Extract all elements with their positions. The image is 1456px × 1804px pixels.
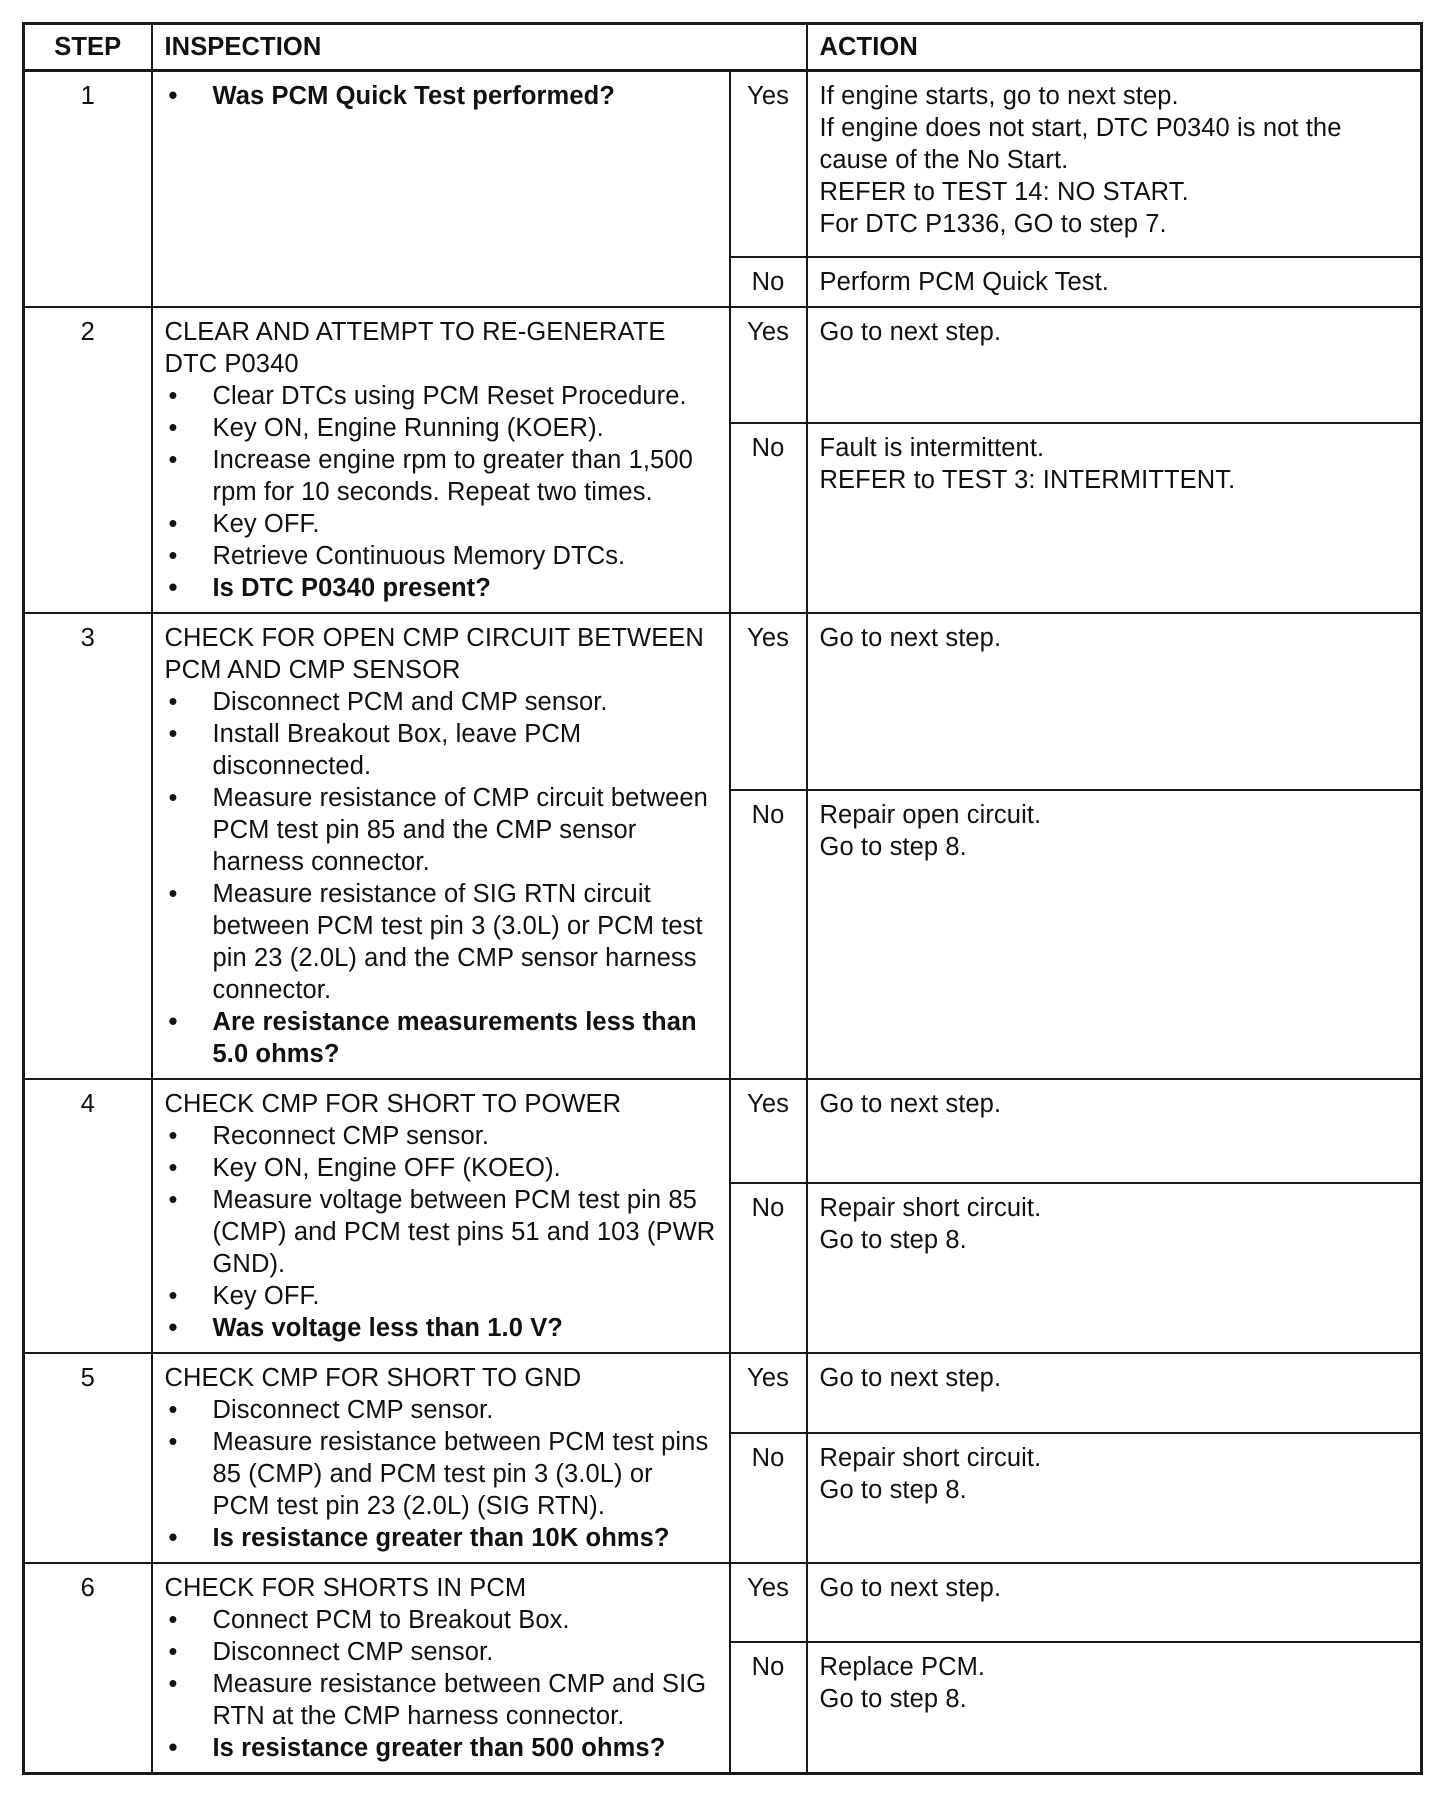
inspection-list — [165, 1120, 717, 1344]
inspection-cell — [152, 1353, 730, 1563]
inspection-item — [165, 686, 717, 718]
yes-label: Yes — [730, 613, 807, 790]
action-line: If engine does not start, DTC P0340 is not the cause of the No Start. — [819, 114, 1342, 174]
inspection-item-text: Measure resistance between PCM test pins 85 (CMP) and PCM test pin 3 (3.0L) or PCM test pin 23 (2.0L) (SIG RTN). — [212, 1428, 709, 1520]
bullet-icon: • — [168, 1282, 178, 1310]
yes-label: Yes — [730, 1353, 807, 1433]
bullet-icon: • — [168, 720, 178, 748]
inspection-question — [165, 1312, 717, 1344]
inspection-item-text: Measure resistance of CMP circuit between PCM test pin 85 and the CMP sensor harness connector. — [212, 784, 708, 876]
action-line: Go to step 8. — [819, 1685, 967, 1714]
bullet-icon: • — [168, 1670, 178, 1698]
inspection-question — [165, 1522, 717, 1554]
step-row — [24, 1079, 1422, 1183]
bullet-icon: • — [168, 1734, 178, 1762]
step-row — [24, 1563, 1422, 1642]
inspection-cell — [152, 71, 730, 308]
inspection-item-text: Key OFF. — [212, 510, 320, 538]
action-line: Fault is intermittent. — [819, 433, 1045, 462]
inspection-item-text: Is resistance greater than 500 ohms? — [212, 1734, 666, 1762]
yes-action — [807, 71, 1422, 258]
inspection-item-text: Connect PCM to Breakout Box. — [212, 1606, 570, 1634]
bullet-icon: • — [168, 1186, 178, 1214]
bullet-icon: • — [168, 1428, 178, 1456]
no-label: No — [730, 1183, 807, 1353]
inspection-item — [165, 1426, 717, 1522]
inspection-item-text: Key ON, Engine Running (KOER). — [212, 414, 604, 442]
inspection-question — [165, 572, 717, 604]
table-body — [24, 71, 1422, 1774]
action-line: REFER to TEST 3: INTERMITTENT. — [819, 465, 1236, 494]
action-line: Go to next step. — [819, 318, 1002, 346]
bullet-icon: • — [168, 1314, 178, 1342]
no-action — [807, 257, 1422, 307]
inspection-item-text: Measure resistance between CMP and SIG RTN at the CMP harness connector. — [212, 1670, 707, 1730]
yes-label: Yes — [730, 307, 807, 423]
inspection-item — [165, 1120, 717, 1152]
inspection-cell — [152, 613, 730, 1079]
inspection-item-text: Key ON, Engine OFF (KOEO). — [212, 1154, 561, 1182]
inspection-title: CHECK CMP FOR SHORT TO POWER — [164, 1090, 622, 1118]
inspection-item-text: Is resistance greater than 10K ohms? — [212, 1524, 670, 1552]
action-line: REFER to TEST 14: NO START. — [819, 178, 1189, 206]
bullet-icon: • — [168, 1154, 178, 1182]
action-line: Repair short circuit. — [819, 1193, 1042, 1222]
inspection-item — [165, 540, 717, 572]
action-line: Replace PCM. — [819, 1653, 986, 1682]
no-action — [807, 1433, 1422, 1563]
bullet-icon: • — [168, 414, 178, 442]
inspection-item-text: Retrieve Continuous Memory DTCs. — [212, 542, 626, 570]
inspection-item-text: Is DTC P0340 present? — [212, 574, 491, 602]
inspection-title: CHECK CMP FOR SHORT TO GND — [164, 1364, 582, 1392]
action-column-header: ACTION — [807, 24, 1422, 71]
action-line: For DTC P1336, GO to step 7. — [819, 210, 1167, 238]
no-action — [807, 790, 1422, 1080]
inspection-item-text: Disconnect CMP sensor. — [212, 1638, 494, 1666]
action-line: Go to next step. — [819, 624, 1002, 652]
inspection-question — [165, 1006, 717, 1070]
bullet-icon: • — [168, 510, 178, 538]
bullet-icon: • — [168, 446, 178, 474]
action-line: Go to next step. — [819, 1364, 1002, 1392]
action-line: If engine starts, go to next step. — [819, 82, 1179, 110]
bullet-icon: • — [168, 574, 178, 602]
no-action — [807, 1183, 1422, 1353]
yes-label: Yes — [730, 1079, 807, 1183]
inspection-list — [165, 1604, 717, 1764]
action-line: Go to next step. — [819, 1574, 1002, 1602]
bullet-icon: • — [168, 688, 178, 716]
action-line: Repair open circuit. — [819, 800, 1042, 829]
inspection-column-header: INSPECTION — [152, 24, 807, 71]
yes-label: Yes — [730, 71, 807, 258]
action-line: Go to step 8. — [819, 1475, 967, 1504]
step-number: 4 — [24, 1079, 152, 1353]
inspection-list — [165, 1394, 717, 1554]
inspection-item — [165, 1636, 717, 1668]
inspection-item — [165, 878, 717, 1006]
action-line: Repair short circuit. — [819, 1443, 1042, 1472]
step-number: 3 — [24, 613, 152, 1079]
bullet-icon: • — [168, 1606, 178, 1634]
inspection-item — [165, 1184, 717, 1280]
step-number: 1 — [24, 71, 152, 308]
yes-label: Yes — [730, 1563, 807, 1642]
inspection-title: CHECK FOR OPEN CMP CIRCUIT BETWEEN PCM AND CMP SENSOR — [164, 624, 704, 684]
no-label: No — [730, 1433, 807, 1563]
bullet-icon: • — [168, 82, 178, 110]
inspection-item-text: Reconnect CMP sensor. — [212, 1122, 490, 1150]
inspection-item — [165, 412, 717, 444]
yes-action — [807, 1563, 1422, 1642]
inspection-question — [165, 1732, 717, 1764]
yes-action — [807, 1353, 1422, 1433]
inspection-cell — [152, 307, 730, 613]
step-number: 2 — [24, 307, 152, 613]
inspection-item — [165, 782, 717, 878]
diagnostic-table — [22, 22, 1423, 1775]
step-row — [24, 613, 1422, 790]
inspection-item — [165, 1280, 717, 1312]
step-row — [24, 307, 1422, 423]
action-line: Go to step 8. — [819, 832, 967, 861]
inspection-item — [165, 444, 717, 508]
inspection-item — [165, 1668, 717, 1732]
inspection-item — [165, 1152, 717, 1184]
header-row — [24, 24, 1422, 71]
inspection-item-text: Measure resistance of SIG RTN circuit between PCM test pin 3 (3.0L) or PCM test pin 23 (2.0L) and the CMP sensor harness connector. — [212, 880, 703, 1004]
inspection-item-text: Key OFF. — [212, 1282, 320, 1310]
action-line: Perform PCM Quick Test. — [819, 268, 1109, 296]
inspection-title: CHECK FOR SHORTS IN PCM — [164, 1574, 527, 1602]
bullet-icon: • — [168, 880, 178, 908]
inspection-item — [165, 1394, 717, 1426]
step-column-header: STEP — [24, 24, 152, 71]
no-label: No — [730, 423, 807, 613]
no-label: No — [730, 790, 807, 1080]
step-number: 6 — [24, 1563, 152, 1774]
bullet-icon: • — [168, 1122, 178, 1150]
step-row — [24, 1353, 1422, 1433]
bullet-icon: • — [168, 542, 178, 570]
step-number: 5 — [24, 1353, 152, 1563]
inspection-item-text: Are resistance measurements less than 5.0 ohms? — [212, 1008, 697, 1068]
no-action — [807, 1642, 1422, 1773]
inspection-item-text: Disconnect PCM and CMP sensor. — [212, 688, 608, 716]
inspection-item-text: Disconnect CMP sensor. — [212, 1396, 494, 1424]
inspection-cell — [152, 1079, 730, 1353]
inspection-item — [165, 718, 717, 782]
inspection-question — [165, 80, 717, 112]
inspection-item — [165, 380, 717, 412]
no-action — [807, 423, 1422, 613]
bullet-icon: • — [168, 1396, 178, 1424]
bullet-icon: • — [168, 1524, 178, 1552]
no-label: No — [730, 1642, 807, 1773]
bullet-icon: • — [168, 784, 178, 812]
inspection-item-text: Was voltage less than 1.0 V? — [212, 1314, 563, 1342]
inspection-item-text: Install Breakout Box, leave PCM disconnected. — [212, 720, 582, 780]
inspection-list — [165, 686, 717, 1070]
inspection-list — [165, 380, 717, 604]
action-line: Go to step 8. — [819, 1225, 967, 1254]
yes-action — [807, 613, 1422, 790]
step-row — [24, 71, 1422, 258]
inspection-list — [165, 80, 717, 112]
inspection-item-text: Clear DTCs using PCM Reset Procedure. — [212, 382, 687, 410]
inspection-item-text: Measure voltage between PCM test pin 85 (CMP) and PCM test pins 51 and 103 (PWR GND). — [212, 1186, 716, 1278]
yes-action — [807, 307, 1422, 423]
inspection-item — [165, 508, 717, 540]
bullet-icon: • — [168, 382, 178, 410]
no-label: No — [730, 257, 807, 307]
bullet-icon: • — [168, 1008, 178, 1036]
inspection-title: CLEAR AND ATTEMPT TO RE-GENERATE DTC P0340 — [164, 318, 666, 378]
yes-action — [807, 1079, 1422, 1183]
bullet-icon: • — [168, 1638, 178, 1666]
inspection-item — [165, 1604, 717, 1636]
inspection-item-text: Was PCM Quick Test performed? — [212, 82, 615, 110]
inspection-item-text: Increase engine rpm to greater than 1,500 rpm for 10 seconds. Repeat two times. — [212, 446, 693, 506]
inspection-cell — [152, 1563, 730, 1774]
action-line: Go to next step. — [819, 1090, 1002, 1118]
